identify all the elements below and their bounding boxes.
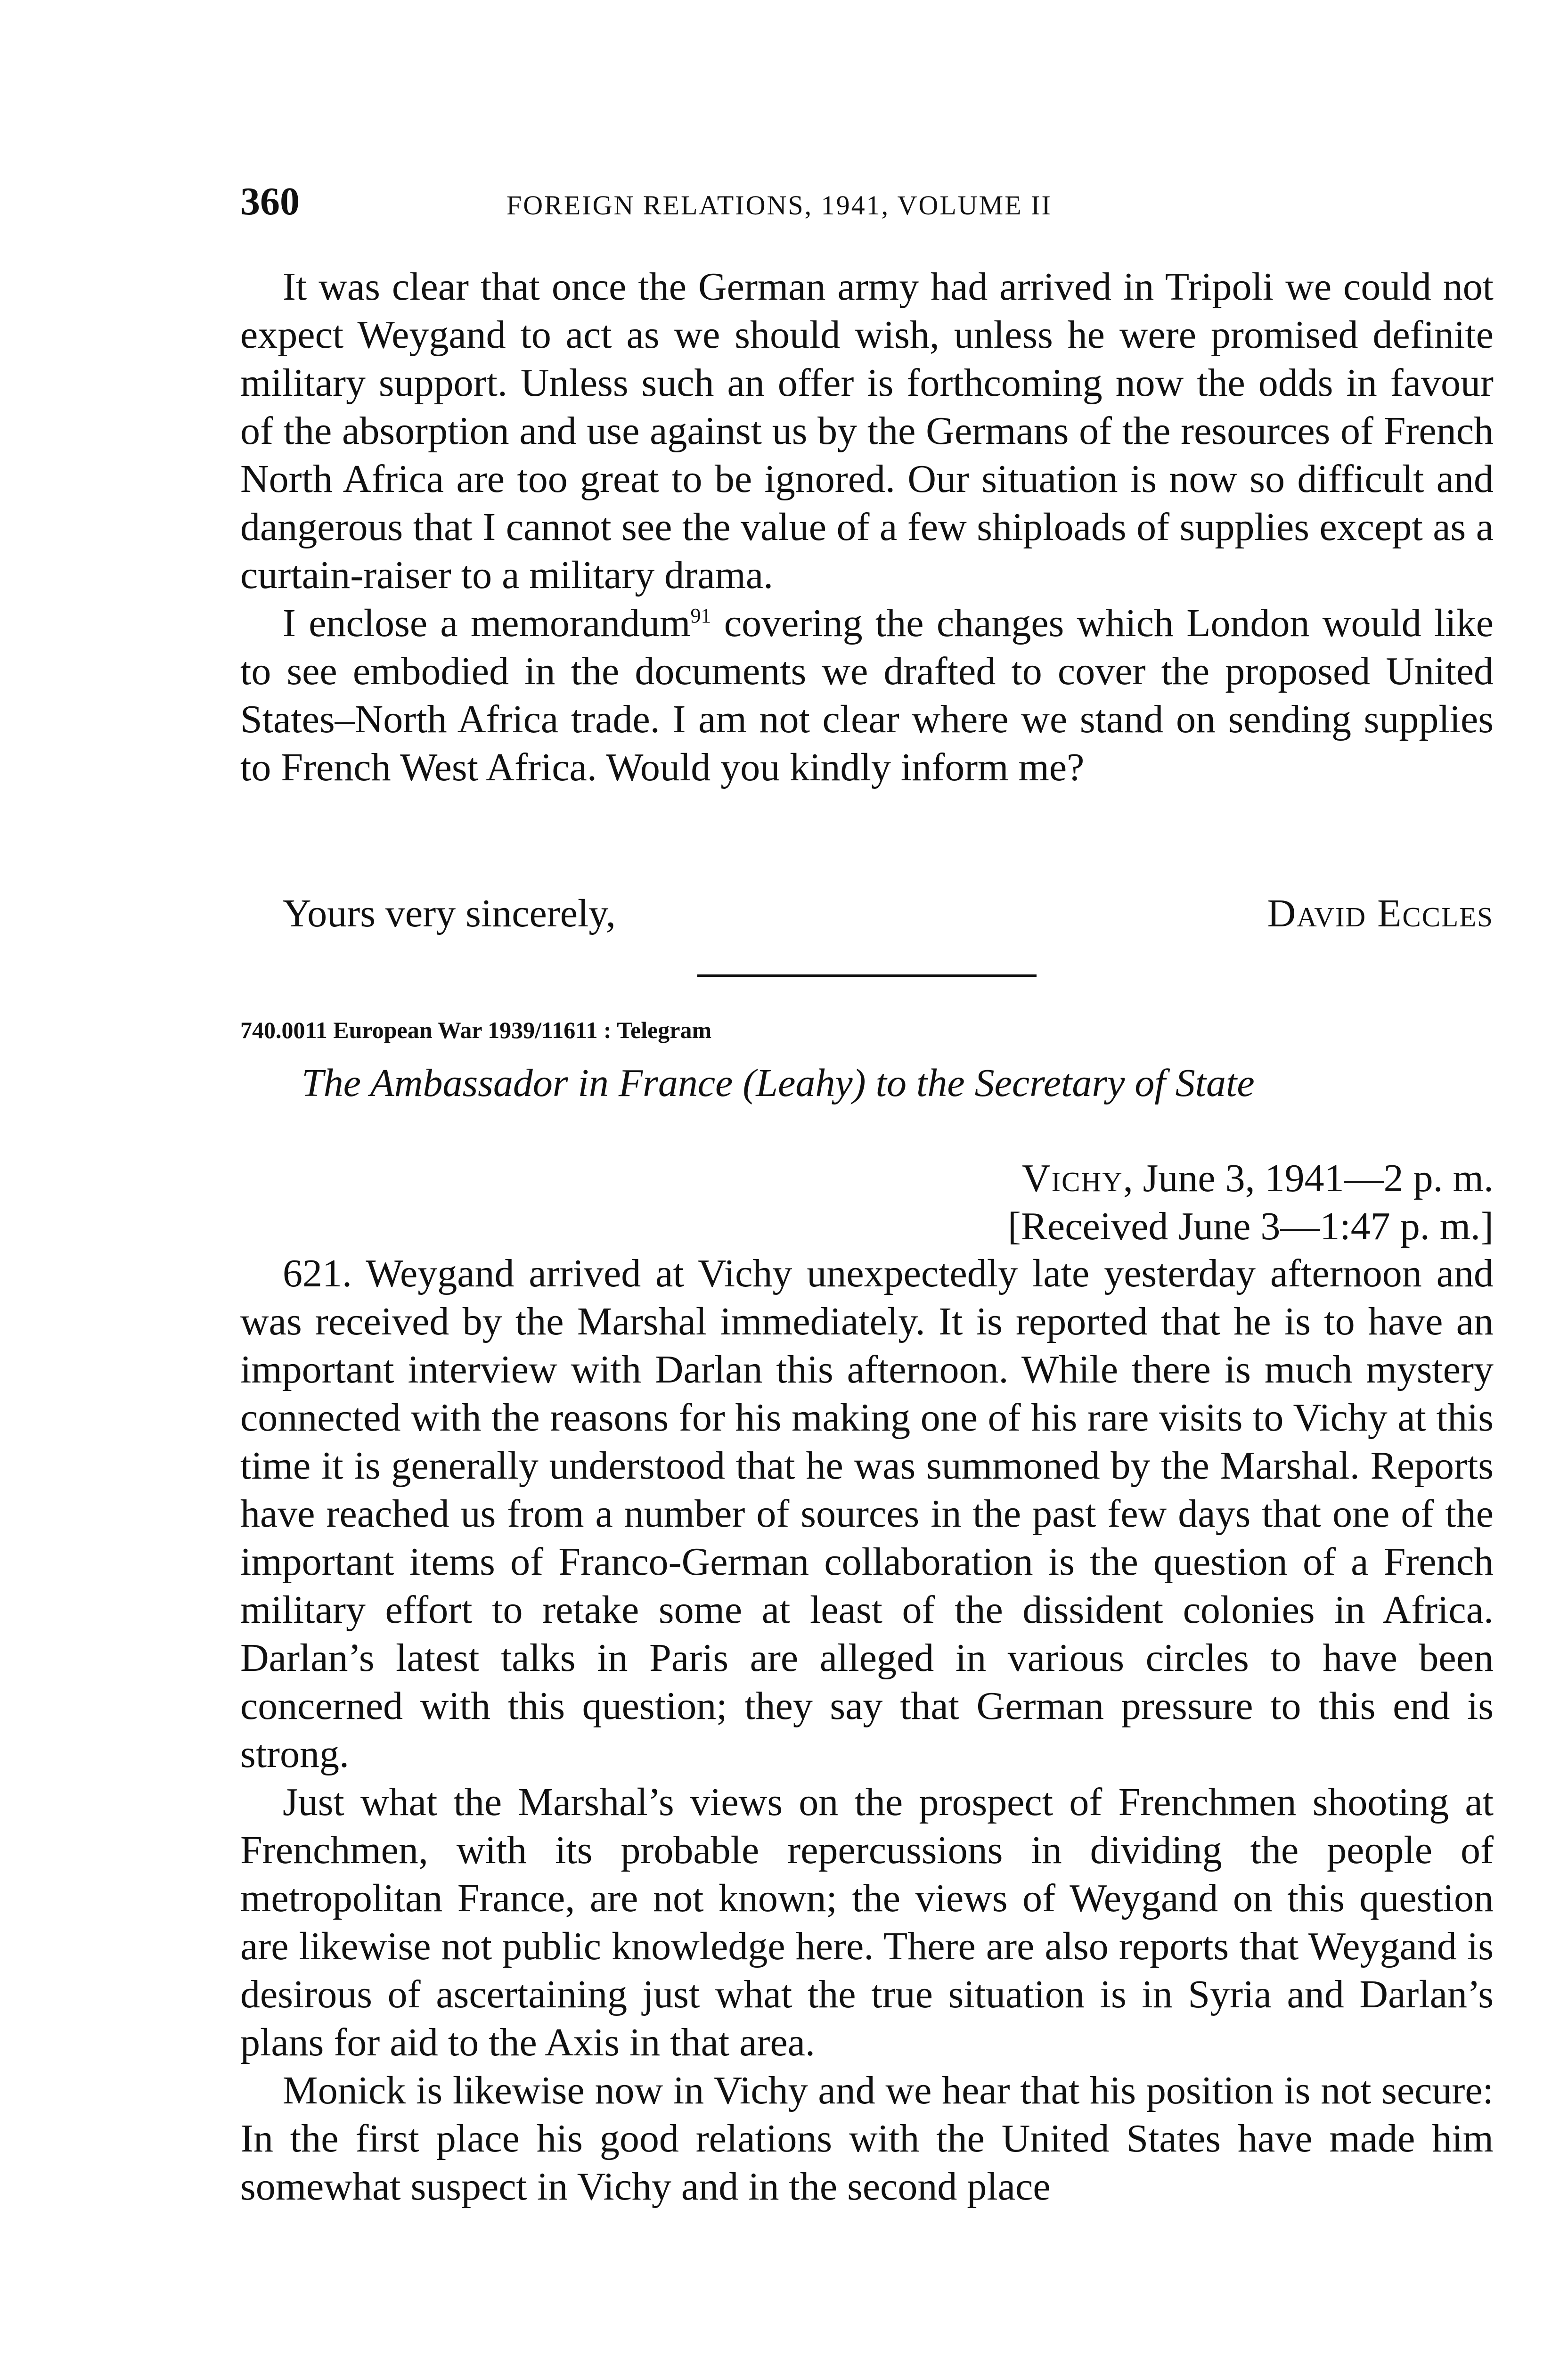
dateline-sent [834, 1154, 1494, 1203]
telegram-paragraph: Monick is likewise now in Vichy and we hear that his position is not secure: In the first place his good relations with the United States have made him somewhat suspect in Vichy and in the second place [240, 2069, 1494, 2209]
file-reference: 740.0011 European War 1939/11611 : Telegram [240, 1017, 712, 1043]
dateline-date: , June 3, 1941—2 p. m. [1123, 1156, 1494, 1200]
page-number: 360 [240, 180, 300, 223]
running-head: FOREIGN RELATIONS, 1941, VOLUME II [506, 190, 1052, 221]
dateline [834, 1154, 1494, 1251]
footnote-reference: 91 [690, 604, 711, 627]
document-title: The Ambassador in France (Leahy) to the Secretary of State [302, 1061, 1255, 1105]
letter-paragraph-text: covering the changes which London would like to see embodied in the documents we drafted to cover the proposed United States–North Africa trade. I am not clear where we stand on sending supplies to French West Africa. Would you kindly inform me? [240, 601, 1494, 789]
letter-paragraph [240, 599, 1494, 792]
letter-body [240, 263, 1494, 792]
letter-signature: David Eccles [1267, 892, 1494, 935]
telegram-paragraph: 621. Weygand arrived at Vichy unexpectedly late yesterday afternoon and was received by the Marshal immediately. It is reported that he is to have an important interview with Darlan this afternoon. While there is much mystery connected with the reasons for his making one of his rare visits to Vichy at this time it is generally understood that he was summoned by the Marshal. Reports have reached us from a number of sources in the past few days that one of the important items of Franco-German collaboration is the question of a French military effort to retake some at least of the dissident colonies in Africa. Darlan’s latest talks in Paris are alleged in various circles to have been concerned with this question; they say that German pressure to this end is strong. [240, 1252, 1494, 1776]
dateline-received: [Received June 3—1:47 p. m.] [1007, 1204, 1494, 1248]
letter-paragraph: It was clear that once the German army had arrived in Tripoli we could not expect Weygand to act as we should wish, unless he were promised definite military support. Unless such an offer is forthcoming now the odds in favour of the absorption and use against us by the Germans of the resources of French North Africa are too great to be ignored. Our situation is now so difficult and dangerous that I cannot see the value of a few shiploads of supplies except as a curtain-raiser to a military drama. [240, 265, 1494, 597]
letter-closing: Yours very sincerely, [283, 892, 616, 935]
page-header [240, 178, 1253, 235]
section-divider [697, 974, 1037, 977]
letter-closing-row [283, 890, 1494, 941]
letter-paragraph-text: I enclose a memorandum [283, 601, 691, 645]
telegram-paragraph: Just what the Marshal’s views on the prospect of Frenchmen shooting at Frenchmen, with its probable repercussions in dividing the people of metropolitan France, are not known; the views of Weygand on this question are likewise not public knowledge here. There are also reports that Weygand is desirous of ascertaining just what the true situation is in Syria and Darlan’s plans for aid to the Axis in that area. [240, 1780, 1494, 2064]
telegram-body [240, 1250, 1494, 2211]
dateline-place: Vichy [1021, 1156, 1123, 1200]
